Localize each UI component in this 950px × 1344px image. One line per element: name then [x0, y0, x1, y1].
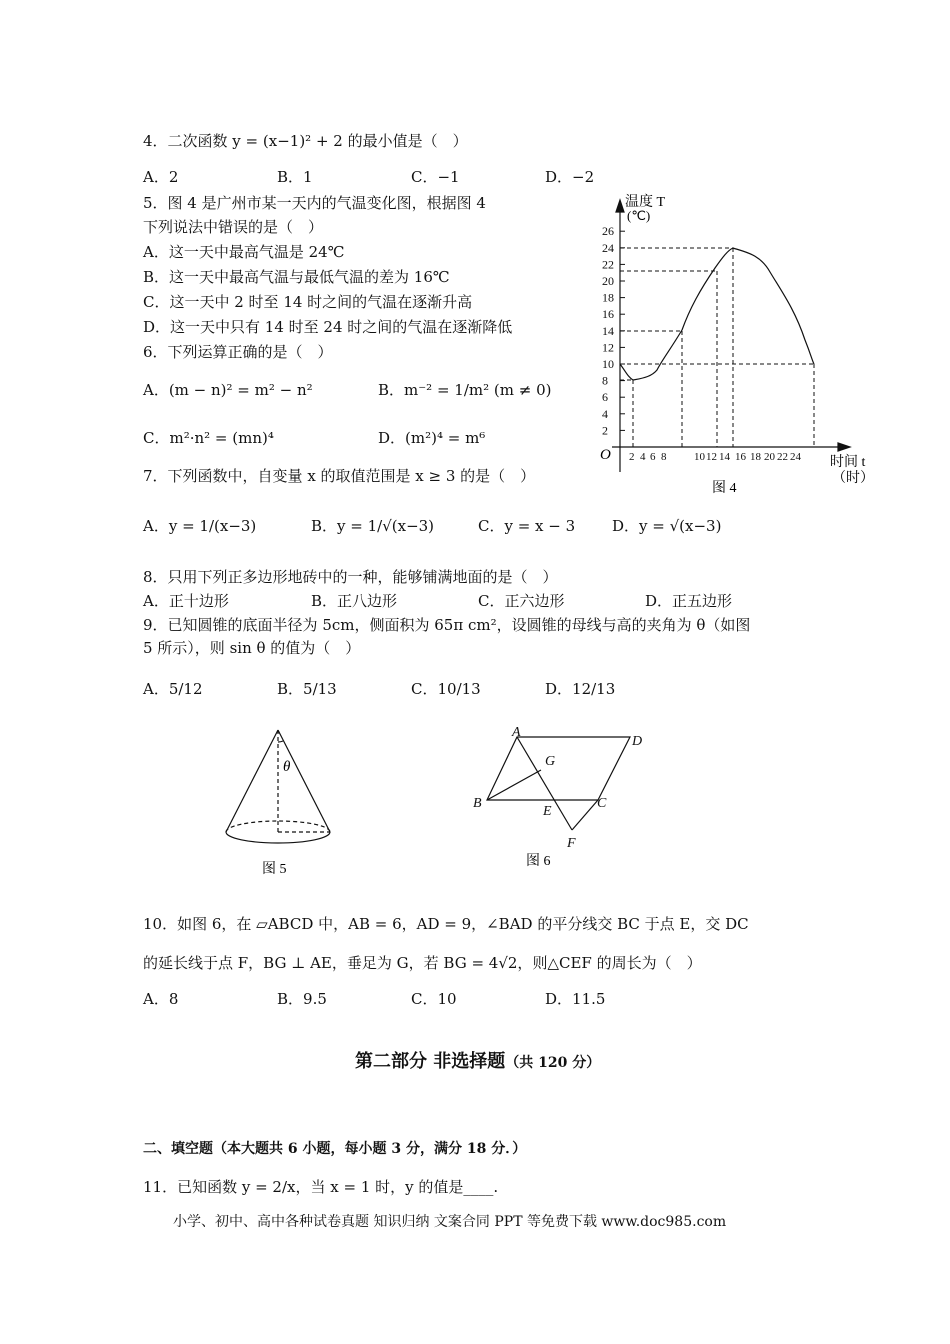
- x-tick-label: 22: [777, 451, 788, 463]
- y-tick-label: 4: [602, 406, 608, 421]
- q7-option-a: A．y = 1/(x−3): [143, 517, 257, 535]
- x-axis-label: 时间 t: [830, 455, 866, 470]
- figure-5-cone: [226, 730, 330, 843]
- x-tick-label: 12: [706, 451, 717, 463]
- q6-option-b: B．m⁻² = 1/m² (m ≠ 0): [378, 381, 552, 399]
- section-score: （共 120 分）: [505, 1055, 601, 1071]
- q9-option-d: D．12/13: [545, 680, 616, 698]
- theta-label: θ: [283, 759, 291, 775]
- y-axis-arrow: [616, 200, 624, 212]
- q8-option-d: D．正五边形: [645, 592, 733, 610]
- q4-option-c: C．−1: [411, 168, 460, 186]
- y-tick-label: 16: [602, 307, 614, 322]
- x-tick-label: 2: [629, 451, 635, 463]
- q6-option-d: D．(m²)⁴ = m⁶: [378, 429, 486, 447]
- q4-option-b: B．1: [277, 168, 313, 186]
- q5-option-d: D．这一天中只有 14 时至 24 时之间的气温在逐渐降低: [143, 318, 513, 336]
- y-tick-label: 8: [602, 373, 608, 388]
- q6-option-c: C．m²·n² = (mn)⁴: [143, 429, 274, 447]
- q9-option-b: B．5/13: [277, 680, 337, 698]
- y-tick-label: 12: [602, 340, 614, 355]
- x-tick-label: 8: [661, 451, 667, 463]
- q7-option-c: C．y = x − 3: [478, 517, 576, 535]
- point-e: E: [543, 804, 552, 819]
- section-title-text: 第二部分 非选择题: [355, 1051, 506, 1072]
- point-a: A: [512, 725, 521, 740]
- q9-option-a: A．5/12: [143, 680, 203, 698]
- q4-option-d: D．−2: [545, 168, 595, 186]
- y-axis-unit: (℃): [627, 208, 651, 223]
- y-tick-label: 22: [602, 257, 614, 272]
- q10-option-d: D．11.5: [545, 990, 606, 1008]
- point-g: G: [545, 754, 556, 769]
- point-d: D: [632, 734, 643, 749]
- q5-option-c: C．这一天中 2 时至 14 时之间的气温在逐渐升高: [143, 293, 473, 311]
- q5-option-b: B．这一天中最高气温与最低气温的差为 16℃: [143, 268, 450, 286]
- q8-stem: 8．只用下列正多边形地砖中的一种，能够铺满地面的是（ ）: [143, 568, 558, 586]
- footer: 小学、初中、高中各种试卷真题 知识归纳 文案合同 PPT 等免费下载 www.doc985.com: [173, 1214, 727, 1230]
- q4-option-a: A．2: [143, 168, 179, 186]
- x-tick-label: 14: [719, 451, 730, 463]
- figure-6-caption: 图 6: [526, 854, 551, 869]
- q5-stem-1: 5．图 4 是广州市某一天内的气温变化图，根据图 4: [143, 194, 486, 212]
- q8-option-b: B．正八边形: [311, 592, 398, 610]
- q8-option-c: C．正六边形: [478, 592, 565, 610]
- point-f: F: [567, 836, 576, 851]
- q5-option-a: A．这一天中最高气温是 24℃: [143, 243, 345, 261]
- y-tick-label: 24: [602, 240, 614, 255]
- q9-option-c: C．10/13: [411, 680, 481, 698]
- y-axis-label: 温度 T: [625, 195, 666, 210]
- q4-stem: 4．二次函数 y = (x−1)² + 2 的最小值是（ ）: [143, 132, 468, 150]
- origin-label: O: [600, 447, 611, 463]
- x-axis-unit: （时）: [832, 471, 874, 486]
- q6-option-a: A．(m − n)² = m² − n²: [143, 381, 313, 399]
- x-tick-label: 6: [650, 451, 656, 463]
- q9-stem-1: 9．已知圆锥的底面半径为 5cm，侧面积为 65π cm²，设圆锥的母线与高的夹角为 θ（如图: [143, 616, 751, 634]
- y-tick-label: 26: [602, 224, 614, 239]
- guide-lines: [620, 248, 814, 447]
- x-tick-label: 4: [640, 451, 646, 463]
- q10-option-a: A．8: [143, 990, 179, 1008]
- point-b: B: [473, 796, 482, 811]
- q9-stem-2: 5 所示），则 sin θ 的值为（ ）: [143, 639, 361, 657]
- figure-6-parallelogram: [487, 737, 630, 830]
- y-tick-label: 6: [602, 390, 608, 405]
- x-tick-label: 24: [790, 451, 801, 463]
- figure-5-caption: 图 5: [262, 862, 287, 877]
- y-tick-label: 20: [602, 274, 614, 288]
- q6-stem: 6．下列运算正确的是（ ）: [143, 343, 333, 361]
- q5-stem-2: 下列说法中错误的是（ ）: [143, 218, 324, 236]
- q10-stem-2: 的延长线于点 F，BG ⊥ AE，垂足为 G，若 BG = 4√2，则△CEF 的周长为（ ）: [143, 954, 702, 972]
- q7-option-d: D．y = √(x−3): [612, 517, 722, 535]
- q7-stem: 7．下列函数中，自变量 x 的取值范围是 x ≥ 3 的是（ ）: [143, 467, 536, 485]
- q8-option-a: A．正十边形: [143, 592, 229, 610]
- y-tick-label: 2: [602, 423, 608, 438]
- q11-stem: 11．已知函数 y = 2/x，当 x = 1 时，y 的值是____.: [143, 1178, 499, 1196]
- x-axis-arrow: [838, 443, 850, 451]
- point-c: C: [597, 796, 607, 811]
- x-tick-label: 18: [750, 451, 761, 463]
- q10-stem-1: 10．如图 6，在 ▱ABCD 中，AB = 6，AD = 9，∠BAD 的平分线交 BC 于点 E，交 DC: [143, 915, 749, 933]
- x-tick-label: 16: [735, 451, 746, 463]
- x-tick-label: 10: [694, 451, 705, 463]
- fill-heading: 二、填空题（本大题共 6 小题，每小题 3 分，满分 18 分．）: [143, 1141, 527, 1157]
- q10-option-c: C．10: [411, 990, 457, 1008]
- x-tick-label: 20: [764, 451, 775, 463]
- y-tick-label: 18: [602, 290, 614, 305]
- figure-4-caption: 图 4: [712, 481, 737, 496]
- y-tick-label: 10: [602, 357, 614, 371]
- y-tick-label: 14: [602, 323, 614, 338]
- q10-option-b: B．9.5: [277, 990, 327, 1008]
- q7-option-b: B．y = 1/√(x−3): [311, 517, 435, 535]
